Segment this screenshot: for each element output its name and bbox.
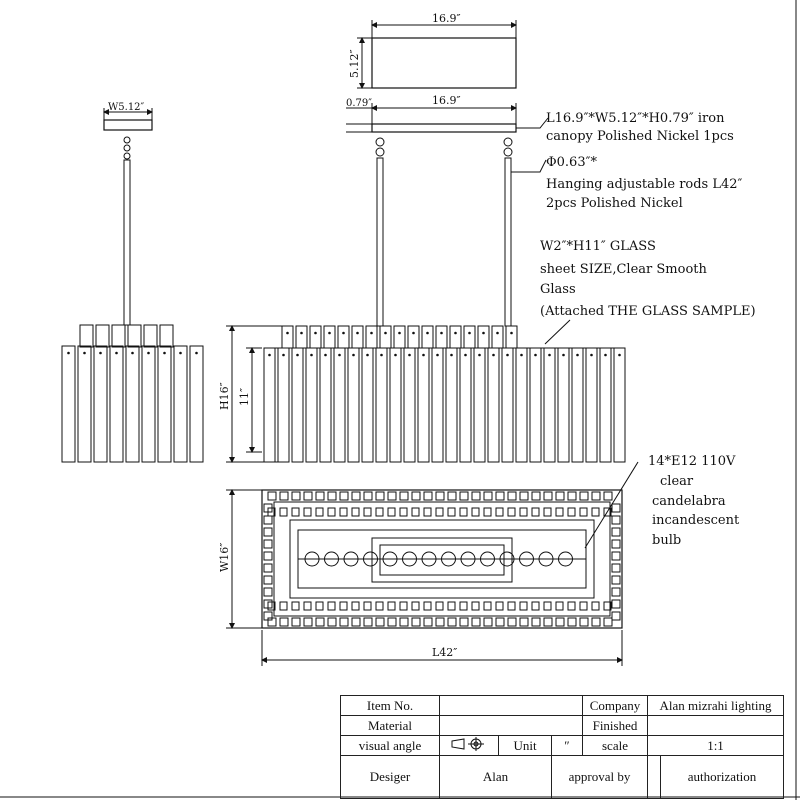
front-elevation	[264, 326, 625, 462]
side-clip	[147, 352, 150, 355]
top-glass-tick	[448, 492, 456, 500]
glass-strip	[278, 348, 289, 462]
visual-angle-label: visual angle	[341, 736, 440, 756]
glass-clip	[286, 332, 289, 335]
top-glass-tick-inner	[412, 508, 419, 516]
glass-clip	[562, 354, 565, 357]
top-glass-tick	[424, 492, 432, 500]
material-value	[440, 716, 583, 736]
top-glass-tick-inner	[532, 602, 539, 610]
note-glass-4: (Attached THE GLASS SAMPLE)	[540, 304, 756, 319]
top-glass-tick	[328, 618, 336, 626]
top-glass-tick-inner	[460, 508, 467, 516]
top-glass-tick-inner	[340, 508, 347, 516]
side-strip	[110, 346, 123, 462]
glass-strip-upper	[464, 326, 475, 348]
glass-strip	[292, 348, 303, 462]
side-strip-upper	[96, 325, 109, 347]
side-strip	[174, 346, 187, 462]
glass-strip	[376, 348, 387, 462]
glass-clip	[342, 332, 345, 335]
top-glass-tick-inner	[436, 602, 443, 610]
glass-clip	[356, 332, 359, 335]
note-canopy-1: L16.9″*W5.12″*H0.79″ iron	[546, 111, 725, 126]
glass-strip	[530, 348, 541, 462]
top-glass-tick-inner	[448, 602, 455, 610]
top-glass-tick	[412, 492, 420, 500]
glass-clip	[408, 354, 411, 357]
top-glass-tick	[520, 492, 528, 500]
authorization-label: authorization	[661, 756, 784, 799]
length-label: L42″	[432, 646, 458, 659]
top-glass-tick-inner	[292, 602, 299, 610]
top-glass-tick-inner	[424, 508, 431, 516]
top-glass-tick	[532, 492, 540, 500]
top-glass-tick-inner	[496, 508, 503, 516]
top-glass-tick-inner	[556, 602, 563, 610]
top-glass-tick	[612, 528, 620, 536]
canopy-width-label: 16.9″	[432, 12, 461, 25]
glass-strip	[558, 348, 569, 462]
top-glass-tick	[424, 618, 432, 626]
glass-clip	[422, 354, 425, 357]
canopy-top-view	[348, 12, 516, 88]
glass-strip	[264, 348, 275, 462]
top-glass-tick	[460, 618, 468, 626]
glass-strip	[404, 348, 415, 462]
top-glass-tick	[612, 552, 620, 560]
top-glass-tick-inner	[484, 602, 491, 610]
glass-strip	[600, 348, 611, 462]
glass-strip	[306, 348, 317, 462]
top-glass-tick-inner	[508, 508, 515, 516]
top-glass-tick	[612, 576, 620, 584]
height-total-label: H16″	[218, 382, 231, 410]
top-glass-tick-inner	[376, 508, 383, 516]
finished-value	[648, 716, 784, 736]
glass-strip-upper	[380, 326, 391, 348]
top-glass-tick-inner	[580, 602, 587, 610]
glass-clip	[440, 332, 443, 335]
glass-clip	[268, 354, 271, 357]
note-bulb-1: 14*E12 110V	[648, 454, 736, 469]
front-canopy	[346, 94, 516, 326]
glass-strip	[418, 348, 429, 462]
top-glass-tick	[400, 618, 408, 626]
top-glass-tick	[612, 588, 620, 596]
glass-strip-upper	[394, 326, 405, 348]
side-strip-upper	[160, 325, 173, 347]
top-glass-tick-inner	[280, 602, 287, 610]
glass-clip	[454, 332, 457, 335]
canopy-depth-label: 5.12″	[348, 49, 361, 78]
glass-strip-upper	[408, 326, 419, 348]
glass-strip-upper	[310, 326, 321, 348]
glass-strip	[334, 348, 345, 462]
top-glass-tick	[508, 618, 516, 626]
top-glass-tick	[532, 618, 540, 626]
company-label: Company	[583, 696, 648, 716]
top-glass-tick-inner	[496, 602, 503, 610]
glass-strip-upper	[422, 326, 433, 348]
top-glass-tick	[484, 618, 492, 626]
note-bulb-4: incandescent	[652, 513, 740, 528]
top-glass-tick	[472, 618, 480, 626]
scale-value: 1:1	[648, 736, 784, 756]
glass-clip	[534, 354, 537, 357]
top-glass-tick	[264, 552, 272, 560]
top-glass-tick	[484, 492, 492, 500]
material-label: Material	[341, 716, 440, 736]
top-glass-tick	[328, 492, 336, 500]
glass-clip	[310, 354, 313, 357]
height-glass-label: 11″	[238, 387, 251, 406]
glass-clip	[398, 332, 401, 335]
notes	[511, 111, 756, 548]
top-glass-tick	[388, 618, 396, 626]
glass-clip	[324, 354, 327, 357]
glass-strip-upper	[296, 326, 307, 348]
top-glass-tick	[496, 618, 504, 626]
canopy-thickness-label: 0.79″	[346, 98, 373, 109]
top-glass-tick	[352, 618, 360, 626]
side-clip	[163, 352, 166, 355]
glass-clip	[604, 354, 607, 357]
top-glass-tick	[400, 492, 408, 500]
top-glass-tick-inner	[316, 508, 323, 516]
top-glass-tick	[304, 492, 312, 500]
top-glass-tick-inner	[412, 602, 419, 610]
note-rods-3: 2pcs Polished Nickel	[546, 196, 683, 211]
top-glass-tick-inner	[340, 602, 347, 610]
glass-clip	[436, 354, 439, 357]
top-glass-tick-inner	[292, 508, 299, 516]
top-glass-tick	[376, 618, 384, 626]
top-glass-tick-inner	[280, 508, 287, 516]
glass-clip	[548, 354, 551, 357]
approval-value	[648, 756, 661, 799]
glass-strip-upper	[506, 326, 517, 348]
approval-label: approval by	[552, 756, 648, 799]
glass-clip	[618, 354, 621, 357]
top-glass-tick	[460, 492, 468, 500]
top-glass-tick-inner	[544, 508, 551, 516]
glass-clip	[338, 354, 341, 357]
top-glass-tick-inner	[388, 602, 395, 610]
top-glass-tick	[580, 492, 588, 500]
top-glass-tick-inner	[376, 602, 383, 610]
designer-value: Alan	[440, 756, 552, 799]
unit-label: Unit	[499, 736, 552, 756]
top-glass-tick-inner	[436, 508, 443, 516]
glass-clip	[520, 354, 523, 357]
side-strip	[62, 346, 75, 462]
glass-clip	[366, 354, 369, 357]
side-strip	[126, 346, 139, 462]
top-glass-tick	[364, 618, 372, 626]
top-glass-tick-inner	[328, 602, 335, 610]
top-glass-tick	[544, 618, 552, 626]
glass-clip	[450, 354, 453, 357]
top-glass-tick-inner	[328, 508, 335, 516]
top-glass-tick	[612, 516, 620, 524]
top-glass-tick	[604, 492, 612, 500]
glass-strip	[432, 348, 443, 462]
top-glass-tick-inner	[352, 508, 359, 516]
glass-clip	[300, 332, 303, 335]
top-glass-tick	[412, 618, 420, 626]
glass-clip	[590, 354, 593, 357]
side-clip	[131, 352, 134, 355]
top-glass-tick	[520, 618, 528, 626]
top-glass-tick	[592, 618, 600, 626]
glass-strip-upper	[352, 326, 363, 348]
note-bulb-2: clear	[660, 474, 694, 489]
top-glass-tick	[612, 504, 620, 512]
top-glass-tick-inner	[580, 508, 587, 516]
glass-clip	[468, 332, 471, 335]
top-glass-tick	[264, 576, 272, 584]
top-glass-tick	[388, 492, 396, 500]
glass-strip	[348, 348, 359, 462]
top-glass-tick	[556, 618, 564, 626]
glass-clip	[506, 354, 509, 357]
glass-strip-upper	[338, 326, 349, 348]
top-glass-tick	[364, 492, 372, 500]
side-strip-upper	[112, 325, 125, 347]
side-clip	[115, 352, 118, 355]
top-glass-tick	[612, 600, 620, 608]
finished-label: Finished	[583, 716, 648, 736]
side-strip-upper	[80, 325, 93, 347]
top-glass-tick	[436, 492, 444, 500]
glass-strip	[460, 348, 471, 462]
top-glass-tick	[264, 528, 272, 536]
top-glass-tick	[304, 618, 312, 626]
top-glass-tick	[264, 564, 272, 572]
note-glass-1: W2″*H11″ GLASS	[540, 239, 656, 254]
glass-strip-upper	[366, 326, 377, 348]
glass-strip	[544, 348, 555, 462]
top-glass-tick	[264, 588, 272, 596]
glass-strip	[488, 348, 499, 462]
title-block	[340, 695, 784, 798]
glass-strip-upper	[436, 326, 447, 348]
top-glass-tick	[592, 492, 600, 500]
glass-strip	[362, 348, 373, 462]
glass-clip	[370, 332, 373, 335]
glass-clip	[496, 332, 499, 335]
company-value: Alan mizrahi lighting	[648, 696, 784, 716]
glass-strip-upper	[492, 326, 503, 348]
glass-strip	[446, 348, 457, 462]
designer-label: Desiger	[341, 756, 440, 799]
top-glass-tick-inner	[448, 508, 455, 516]
top-glass-tick-inner	[520, 508, 527, 516]
glass-strip	[502, 348, 513, 462]
glass-clip	[482, 332, 485, 335]
glass-clip	[352, 354, 355, 357]
side-canopy-label: W5.12″	[108, 102, 145, 113]
top-glass-tick-inner	[568, 508, 575, 516]
top-glass-tick	[568, 618, 576, 626]
note-glass-2: sheet SIZE,Clear Smooth	[540, 262, 707, 277]
glass-strip	[474, 348, 485, 462]
glass-clip	[492, 354, 495, 357]
unit-value: ″	[552, 736, 583, 756]
projection-symbol-icon	[440, 736, 499, 756]
top-glass-tick	[612, 540, 620, 548]
glass-strip-upper	[324, 326, 335, 348]
glass-strip-upper	[450, 326, 461, 348]
glass-strip	[320, 348, 331, 462]
height-dimensions	[218, 326, 282, 462]
note-canopy-2: canopy Polished Nickel 1pcs	[546, 129, 734, 144]
side-clip	[195, 352, 198, 355]
glass-strip	[390, 348, 401, 462]
glass-clip	[314, 332, 317, 335]
top-glass-tick	[580, 618, 588, 626]
top-glass-tick-inner	[592, 602, 599, 610]
top-glass-tick	[280, 492, 288, 500]
top-glass-tick	[292, 618, 300, 626]
item-no-value	[440, 696, 583, 716]
top-glass-tick-inner	[544, 602, 551, 610]
side-strip-upper	[144, 325, 157, 347]
top-glass-tick	[544, 492, 552, 500]
top-glass-tick	[612, 612, 620, 620]
top-glass-tick	[280, 618, 288, 626]
note-bulb-3: candelabra	[652, 494, 726, 509]
glass-clip	[510, 332, 513, 335]
top-glass-tick	[604, 618, 612, 626]
glass-clip	[282, 354, 285, 357]
top-glass-tick-inner	[400, 508, 407, 516]
side-strip	[94, 346, 107, 462]
top-glass-tick-inner	[304, 508, 311, 516]
top-glass-tick	[316, 618, 324, 626]
side-view	[62, 102, 203, 462]
side-strip	[78, 346, 91, 462]
glass-clip	[478, 354, 481, 357]
glass-clip	[464, 354, 467, 357]
glass-clip	[576, 354, 579, 357]
top-glass-tick	[508, 492, 516, 500]
glass-clip	[394, 354, 397, 357]
glass-clip	[412, 332, 415, 335]
top-glass-tick	[352, 492, 360, 500]
top-view	[218, 490, 622, 666]
top-glass-tick	[376, 492, 384, 500]
top-glass-tick-inner	[472, 508, 479, 516]
top-glass-tick-inner	[304, 602, 311, 610]
item-no-label: Item No.	[341, 696, 440, 716]
note-rods-1: Φ0.63″*	[546, 155, 597, 170]
top-glass-tick-inner	[364, 508, 371, 516]
glass-clip	[328, 332, 331, 335]
top-glass-tick-inner	[556, 508, 563, 516]
width-top-label: W16″	[218, 542, 231, 572]
top-glass-tick	[264, 516, 272, 524]
glass-strip	[516, 348, 527, 462]
glass-clip	[426, 332, 429, 335]
side-clip	[179, 352, 182, 355]
top-glass-tick	[340, 618, 348, 626]
top-glass-tick	[556, 492, 564, 500]
top-glass-tick	[436, 618, 444, 626]
top-glass-tick-inner	[388, 508, 395, 516]
top-glass-tick-inner	[508, 602, 515, 610]
side-strip	[158, 346, 171, 462]
note-bulb-5: bulb	[652, 533, 682, 548]
note-rods-2: Hanging adjustable rods L42″	[546, 177, 743, 192]
top-glass-tick-inner	[484, 508, 491, 516]
top-glass-tick-inner	[424, 602, 431, 610]
top-glass-tick	[496, 492, 504, 500]
side-clip	[83, 352, 86, 355]
top-glass-tick-inner	[400, 602, 407, 610]
glass-clip	[296, 354, 299, 357]
glass-strip-upper	[282, 326, 293, 348]
glass-strip	[572, 348, 583, 462]
top-glass-tick	[340, 492, 348, 500]
side-clip	[67, 352, 70, 355]
glass-strip-upper	[478, 326, 489, 348]
side-strip-upper	[128, 325, 141, 347]
top-glass-tick-inner	[568, 602, 575, 610]
side-clip	[99, 352, 102, 355]
top-glass-tick	[268, 492, 276, 500]
top-glass-tick-inner	[520, 602, 527, 610]
top-glass-tick-inner	[472, 602, 479, 610]
note-glass-3: Glass	[540, 282, 576, 297]
side-strip	[190, 346, 203, 462]
top-glass-tick-inner	[592, 508, 599, 516]
top-glass-tick	[448, 618, 456, 626]
top-glass-tick-inner	[316, 602, 323, 610]
canopy-width2-label: 16.9″	[432, 94, 461, 107]
top-glass-tick	[568, 492, 576, 500]
glass-clip	[384, 332, 387, 335]
top-glass-tick-inner	[352, 602, 359, 610]
top-glass-tick	[292, 492, 300, 500]
glass-clip	[380, 354, 383, 357]
top-glass-tick	[316, 492, 324, 500]
top-glass-tick	[264, 540, 272, 548]
top-glass-tick-inner	[460, 602, 467, 610]
glass-strip	[614, 348, 625, 462]
top-glass-tick-inner	[532, 508, 539, 516]
scale-label: scale	[583, 736, 648, 756]
top-glass-tick	[472, 492, 480, 500]
side-strip	[142, 346, 155, 462]
glass-strip	[586, 348, 597, 462]
top-glass-tick-inner	[364, 602, 371, 610]
top-glass-tick	[612, 564, 620, 572]
